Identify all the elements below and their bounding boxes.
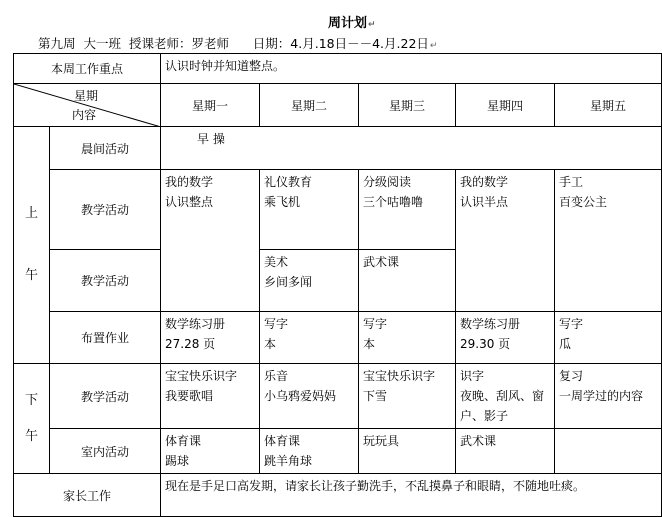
indoor-mon: 体育课 踢球	[161, 429, 260, 474]
date-range: 日期：4.月.18日－－4.月.22日	[252, 36, 429, 51]
homework-mon: 数学练习册 27.28 页	[161, 312, 260, 364]
afternoon-teaching-label: 教学活动	[50, 364, 161, 429]
week-label: 第九周	[38, 36, 76, 51]
morning-activity-value: 早 操	[161, 127, 662, 170]
homework-fri: 写字 瓜	[555, 312, 662, 364]
day-wed: 星期三	[359, 84, 456, 127]
pm-teach-thu: 识字 夜晚、刮风、窗户、影子	[456, 364, 555, 429]
teach-thu: 我的数学 认识半点	[456, 170, 555, 312]
pm-teach-fri: 复习 一周学过的内容	[555, 364, 662, 429]
focus-label: 本周工作重点	[14, 54, 161, 84]
teach2-wed: 武术课	[359, 250, 456, 312]
day-fri: 星期五	[555, 84, 662, 127]
homework-thu: 数学练习册 29.30 页	[456, 312, 555, 364]
morning-side-label: 上 午	[14, 127, 50, 364]
homework-label: 布置作业	[50, 312, 161, 364]
header-info-line: 第九周 大一班 授课老师：罗老师 日期：4.月.18日－－4.月.22日↵	[38, 36, 438, 51]
parent-work-value: 现在是手足口高发期，请家长让孩子勤洗手，不乱摸鼻子和眼睛，不随地吐痰。	[161, 474, 662, 517]
afternoon-side-label: 下 午	[14, 364, 50, 474]
header-content-label: 内容	[72, 108, 97, 122]
day-mon: 星期一	[161, 84, 260, 127]
teach-wed: 分级阅读 三个咕噜噜	[359, 170, 456, 250]
teach-mon: 我的数学 认识整点	[161, 170, 260, 312]
indoor-activity-label: 室内活动	[50, 429, 161, 474]
indoor-fri	[555, 429, 662, 474]
teach-fri: 手工 百变公主	[555, 170, 662, 312]
homework-wed: 写字 本	[359, 312, 456, 364]
pm-teach-mon: 宝宝快乐识字 我要歌唱	[161, 364, 260, 429]
homework-tue: 写字 本	[260, 312, 359, 364]
parent-work-label: 家长工作	[14, 474, 161, 517]
teach-tue: 礼仪教育 乘飞机	[260, 170, 359, 250]
teach2-tue: 美术 乡间多闻	[260, 250, 359, 312]
weekly-plan-table	[13, 53, 662, 517]
page-title: 周计划↵	[328, 16, 376, 31]
teaching-activity-label: 教学活动	[50, 170, 161, 250]
indoor-wed: 玩玩具	[359, 429, 456, 474]
pm-teach-tue: 乐音 小乌鸦爱妈妈	[260, 364, 359, 429]
focus-value: 认识时钟并知道整点。	[161, 54, 662, 84]
teaching-activity-label-2: 教学活动	[50, 250, 161, 312]
header-week-label: 星期	[74, 89, 99, 103]
teacher: 授课老师：罗老师	[128, 36, 229, 51]
class-name: 大一班	[83, 36, 121, 51]
indoor-thu: 武术课	[456, 429, 555, 474]
day-tue: 星期二	[260, 84, 359, 127]
indoor-tue: 体育课 跳羊角球	[260, 429, 359, 474]
morning-activity-label: 晨间活动	[50, 127, 161, 170]
pm-teach-wed: 宝宝快乐识字 下雪	[359, 364, 456, 429]
day-thu: 星期四	[456, 84, 555, 127]
header-diagonal-cell	[14, 84, 161, 127]
